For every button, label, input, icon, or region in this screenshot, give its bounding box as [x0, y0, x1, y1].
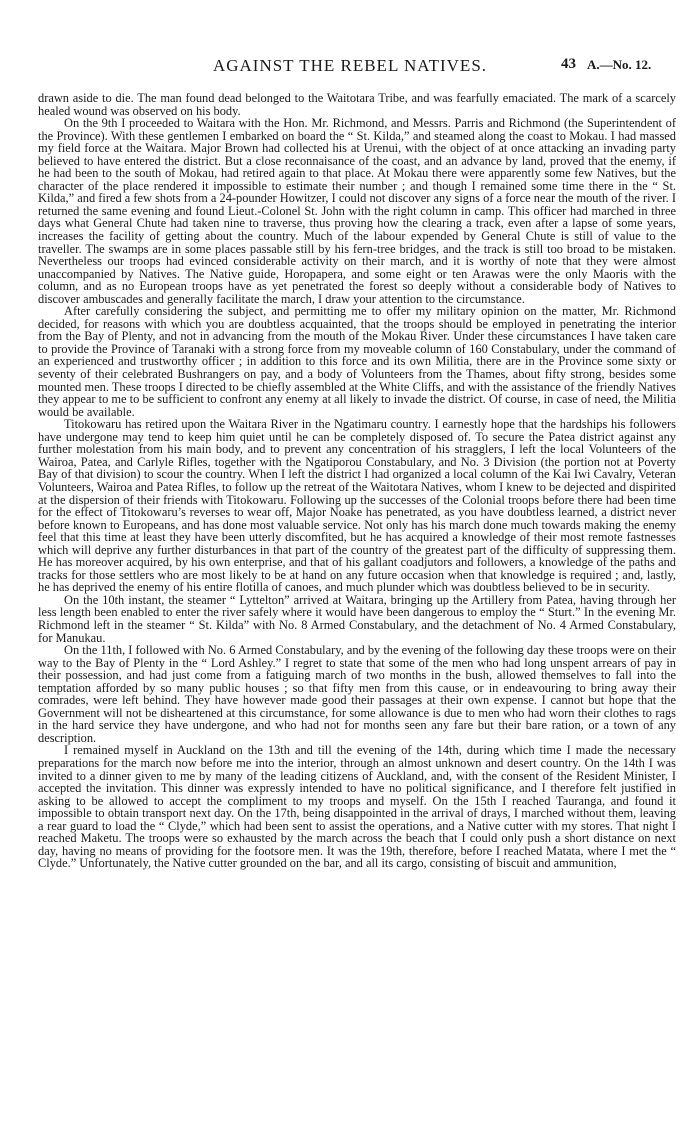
- page-header: [0, 56, 700, 80]
- paragraph: On the 9th I proceeded to Waitara with the Hon. Mr. Richmond, and Messrs. Parris and Richmond (the Superintendent of the Province). With these gentlemen I embarked on board the “ St. Kilda,” and steamed along the coast to Mokau. I had massed my field force at the Waitara. Major Brown had collected his at Urenui, with the object of at once attacking an invading party believed to have entered the district. But a close reconnaisance of the coast, and an advance by land, proved that the enemy, if he had been to the south of Mokau, had retired again to that place. At Mokau there were apparently some few Natives, but the character of the place rendered it impossible to estimate their number ; and though I remained some time there in the “ St. Kilda,” and fired a few shots from a 24-pounder Howitzer, I could not discover any signs of a force near the mouth of the river. I returned the same evening and found Lieut.-Colonel St. John with the right column in camp. This officer had marched in three days what General Chute had taken nine to traverse, thus proving how the clearing a track, even after a lapse of some years, increases the facility of getting about the country. Much of the labour expended by General Chute is still of value to the traveller. The swamps are in some places passable still by his fern-tree bridges, and the track is still too broad to be mistaken. Nevertheless our troops had evinced considerable activity on their march, and it is worthy of note that they were almost unaccompanied by Natives. The Native guide, Horopapera, and some eight or ten Arawas were the only Maoris with the column, and as no European troops have as yet penetrated the forest so deeply without a considerable body of Natives to discover ambuscades and generally facilitate the march, I draw your attention to the circumstance.: [38, 116, 676, 306]
- paragraph: Titokowaru has retired upon the Waitara River in the Ngatimaru country. I earnestly hope that the hardships his followers have undergone may tend to keep him quiet until he can be completely disposed of. To secure the Patea district against any further molestation from his main body, and to prevent any concentration of his stragglers, I left the local Volunteers of the Wairoa, Patea, and Carlyle Rifles, together with the Ngatiporou Constabulary, and No. 3 Division (the portion not at Poverty Bay of that division) to scour the country. When I left the district I had organized a local column of the Kai Iwi Cavalry, Veteran Volunteers, Wairoa and Patea Rifles, to follow up the retreat of the Waitotara Natives, whom I knew to be dejected and dispirited at the dispersion of their friends with Titokowaru. Following up the successes of the Colonial troops before there had been time for the effect of Titokowaru’s reverses to wear off, Major Noake has penetrated, as you have doubtless learned, a district never before known to Europeans, and has done most valuable service. Not only has his march done much towards making the enemy feel that this time at least they have been utterly discomfited, but he has acquired a knowledge of their most remote fastnesses which will deprive any further disturbances in that part of the country of the greatest part of the difficulty of suppressing them. He has moreover acquired, by his own enterprise, and that of his gallant coadjutors and followers, a knowledge of the paths and tracks for those settlers who are most likely to be at hand on any future occasion when that knowledge is required ; and, lastly, he has deprived the enemy of his entire flotilla of canoes, and much plunder which was doubtless believed to be in security.: [38, 417, 676, 595]
- running-title: AGAINST THE REBEL NATIVES.: [212, 56, 488, 75]
- paragraph: On the 11th, I followed with No. 6 Armed Constabulary, and by the evening of the following day these troops were on their way to the Bay of Plenty in the “ Lord Ashley.” I regret to state that some of the men who had long unspent arrears of pay in their possession, and had just come from a fatiguing march of two months in the bush, allowed themselves to fall into the temptation afforded by so many public houses ; so that fifty men from this cause, or in endeavouring to bring away their comrades, were left behind. They have however made good their passages at their own expense. I cannot but hope that the Government will not be disheartened at this circumstance, for some allowance is due to men who had worn their clothes to rags in the hard service they have undergone, and who had not for months seen any fare but their bare ration, or a town of any description.: [38, 643, 676, 745]
- body-text: [38, 92, 676, 870]
- paragraph: I remained myself in Auckland on the 13th and till the evening of the 14th, during which time I made the necessary preparations for the march now before me into the interior, through an almost unknown and desert country. On the 14th I was invited to a dinner given to me by many of the leading citizens of Auckland, and, with the consent of the Resident Minister, I accepted the invitation. This dinner was expressly intended to have no political significance, and I therefore felt justified in asking to be allowed to accept the compliment to my troops and myself. On the 15th I reached Tauranga, and found it impossible to obtain transport next day. On the 17th, being disappointed in the arrival of drays, I marched without them, leaving a rear guard to load the “ Clyde,” which had been sent to assist the operations, and a Native cutter with my stores. That night I reached Maketu. The troops were so exhausted by the march across the beach that I could only push a short distance on next day, having no means of providing for the footsore men. It was the 19th, therefore, before I reached Matata, where I met the “ Clyde.” Unfortunately, the Native cutter grounded on the bar, and all its cargo, consisting of biscuit and ammunition,: [38, 743, 676, 871]
- document-reference: A.—No. 12.: [587, 57, 652, 72]
- paragraph: drawn aside to die. The man found dead belonged to the Waitotara Tribe, and was fearfully emaciated. The mark of a scarcely healed wound was observed on his body.: [38, 91, 676, 118]
- paragraph: After carefully considering the subject, and permitting me to offer my military opinion on the matter, Mr. Richmond decided, for reasons with which you are doubtless acquainted, that the troops should be employed in penetrating the interior from the Bay of Plenty, and not in advancing from the mouth of the Mokau River. Under these circumstances I have taken care to provide the Province of Taranaki with a strong force from my moveable column of 160 Constabulary, under the command of an experienced and trustworthy officer ; in addition to this force and its own Militia, there are in the Province some sixty or seventy of their celebrated Bushrangers on pay, and a body of Volunteers from the Thames, about fifty strong, besides some mounted men. These troops I directed to be chiefly assembled at the White Cliffs, and with the assistance of the friendly Natives they appear to me to be sufficient to confront any enemy at all likely to invade the district. Of course, in case of need, the Militia would be available.: [38, 304, 676, 419]
- paragraph: On the 10th instant, the steamer “ Lyttelton” arrived at Waitara, bringing up the Artillery from Patea, having through her less length been enabled to enter the river safely where it would have been dangerous to employ the “ Sturt.” In the evening Mr. Richmond left in the steamer “ St. Kilda” with No. 8 Armed Constabulary, and the detachment of No. 4 Armed Constabulary, for Manukau.: [38, 592, 676, 645]
- page-number: 43: [561, 56, 576, 72]
